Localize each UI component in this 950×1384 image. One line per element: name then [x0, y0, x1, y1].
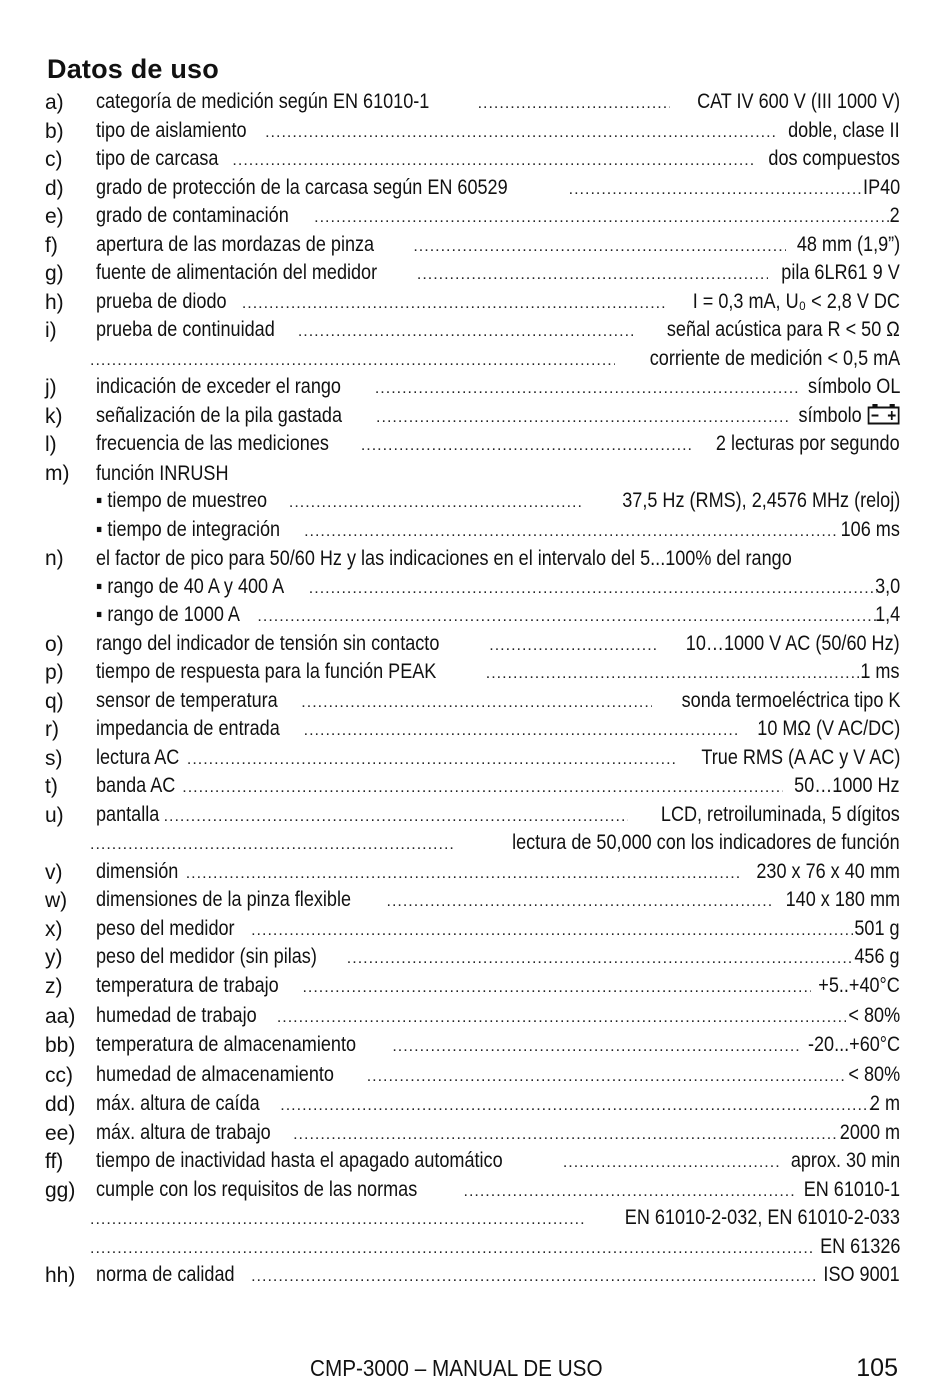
spec-body: [96, 1002, 900, 1033]
spec-body: [96, 1061, 900, 1092]
spec-value: IP40: [862, 175, 900, 199]
spec-body: [96, 402, 900, 433]
dot-leader: [263, 119, 776, 148]
spec-marker: ff): [45, 1150, 64, 1174]
spec-value-wrap: [799, 402, 900, 431]
spec-marker: ee): [45, 1121, 76, 1145]
dot-leader: [365, 1063, 846, 1092]
spec-marker: s): [45, 746, 63, 770]
dot-leader: [162, 803, 629, 832]
spec-marker: z): [45, 975, 63, 999]
spec-marker: x): [45, 917, 63, 941]
spec-value: 1,4: [874, 603, 900, 626]
dot-leader: [373, 375, 799, 404]
spec-row: [45, 203, 900, 232]
spec-row: [45, 146, 900, 175]
battery-icon: [867, 403, 900, 425]
spec-row: [45, 659, 900, 688]
spec-label: peso del medidor: [96, 916, 235, 940]
spec-label: humedad de trabajo: [96, 1003, 257, 1027]
spec-body: [96, 259, 900, 290]
spec-marker: f): [45, 233, 58, 257]
spec-value-wrap: [820, 1233, 900, 1262]
spec-body: [96, 573, 900, 604]
spec-row: [45, 488, 900, 517]
dot-leader: [385, 888, 773, 917]
spec-value: -20...+60°C: [807, 1033, 900, 1057]
spec-row: [45, 1205, 900, 1234]
dot-leader: [185, 746, 675, 775]
spec-value: I = 0,3 mA, U₀ < 2,8 V DC: [692, 289, 900, 313]
spec-row: [45, 403, 900, 432]
spec-row: [45, 631, 900, 660]
dot-leader: [249, 1263, 817, 1292]
spec-row: [45, 773, 900, 802]
spec-value: True RMS (A AC y V AC): [700, 745, 900, 769]
spec-value: 230 x 76 x 40 mm: [756, 859, 900, 883]
spec-marker: a): [45, 91, 64, 114]
spec-row: [45, 1262, 900, 1291]
spec-body: [96, 202, 900, 233]
section-heading: Datos de uso: [47, 54, 219, 84]
dot-leader: [411, 233, 785, 262]
spec-label: ▪ tiempo de integración: [96, 517, 281, 541]
spec-value-wrap: [789, 117, 900, 146]
spec-label: sensor de temperatura: [96, 688, 278, 712]
spec-value-wrap: [840, 1119, 900, 1148]
spec-marker: v): [45, 860, 63, 884]
spec-value: 48 mm (1,9”): [796, 232, 900, 256]
spec-marker: u): [45, 803, 64, 827]
spec-value-wrap: [863, 174, 900, 203]
spec-value: doble, clase II: [788, 118, 900, 142]
spec-value-wrap: [693, 288, 900, 317]
spec-marker: hh): [45, 1264, 76, 1288]
spec-row: [45, 716, 900, 745]
spec-value-wrap: [701, 744, 900, 773]
spec-value-wrap: [697, 88, 900, 117]
spec-value-wrap: [667, 316, 900, 345]
spec-value-wrap: [650, 345, 900, 374]
spec-label: grado de contaminación: [96, 204, 289, 227]
spec-body: [96, 601, 900, 632]
spec-label: tiempo de inactividad hasta el apagado automático: [96, 1149, 503, 1173]
spec-body: [96, 174, 900, 205]
spec-value: 456 g: [854, 945, 900, 968]
spec-row: [45, 688, 900, 717]
spec-marker: o): [45, 632, 64, 656]
spec-value-wrap: [625, 1204, 900, 1233]
spec-value: corriente de medición < 0,5 mA: [649, 346, 900, 370]
spec-marker: q): [45, 689, 64, 713]
spec-value: 2 lecturas por segundo: [716, 432, 900, 455]
spec-body: [96, 117, 900, 148]
spec-body: [96, 687, 900, 718]
spec-row: [45, 317, 900, 346]
spec-value-wrap: [768, 145, 900, 174]
spec-value-wrap: [855, 943, 900, 972]
dot-leader: [275, 1004, 846, 1033]
spec-value: 2: [889, 204, 900, 227]
spec-value: < 80%: [848, 1003, 900, 1027]
spec-body: [96, 943, 900, 974]
spec-label: ▪ rango de 40 A y 400 A: [96, 574, 285, 598]
spec-value-wrap: [848, 1002, 900, 1031]
spec-body: [96, 1031, 900, 1062]
dot-leader: [359, 432, 693, 461]
spec-value: 3,0: [874, 574, 900, 598]
spec-row: [45, 1091, 900, 1120]
spec-row: [45, 1177, 900, 1206]
spec-marker: e): [45, 205, 64, 228]
spec-value: lectura de 50,000 con los indicadores de función: [512, 831, 900, 854]
dot-leader: [415, 261, 768, 290]
spec-body: [96, 658, 900, 689]
spec-marker: dd): [45, 1093, 76, 1117]
spec-value: 1 ms: [860, 660, 900, 683]
dot-leader: [484, 660, 861, 689]
dot-leader: [307, 575, 877, 604]
spec-value: 10 MΩ (V AC/DC): [757, 717, 900, 740]
spec-body: [96, 145, 900, 176]
spec-body: [96, 1261, 900, 1292]
spec-value: +5..+40°C: [818, 974, 900, 998]
spec-row: [45, 887, 900, 916]
dot-leader: [291, 1121, 836, 1150]
spec-body: [96, 886, 900, 917]
spec-body: [96, 744, 900, 775]
spec-value: EN 61010-2-032, EN 61010-2-033: [624, 1206, 900, 1230]
spec-marker: b): [45, 119, 64, 143]
spec-label: prueba de diodo: [96, 289, 227, 313]
spec-row: [45, 346, 900, 375]
spec-label: dimensiones de la pinza flexible: [96, 888, 352, 911]
dot-leader: [88, 347, 615, 376]
dot-leader: [249, 917, 853, 946]
spec-label: indicación de exceder el rango: [96, 375, 341, 398]
spec-value: LCD, retroiluminada, 5 dígitos: [661, 802, 900, 826]
spec-marker: n): [45, 547, 64, 570]
spec-value-wrap: [797, 231, 900, 260]
spec-row: [45, 802, 900, 831]
page-number: 105: [856, 1354, 898, 1382]
spec-value-wrap: [848, 1061, 900, 1090]
spec-value-wrap: [756, 858, 900, 887]
spec-row: [45, 431, 900, 460]
spec-body: [96, 1090, 900, 1121]
spec-body: [96, 516, 900, 547]
spec-body: [96, 772, 900, 803]
spec-body: [96, 430, 900, 461]
spec-marker: g): [45, 262, 64, 285]
dot-leader: [302, 518, 837, 547]
spec-value-wrap: [824, 1261, 900, 1290]
spec-marker: bb): [45, 1034, 76, 1058]
spec-value-wrap: [841, 516, 900, 545]
dot-leader: [255, 603, 876, 632]
spec-row: [45, 830, 900, 859]
spec-body: [96, 345, 900, 376]
spec-value-wrap: [686, 630, 900, 659]
spec-row: [45, 232, 900, 261]
spec-row: [45, 517, 900, 546]
dot-leader: [487, 632, 657, 661]
spec-value-wrap: [795, 772, 900, 801]
dot-leader: [476, 90, 670, 119]
spec-value-wrap: [875, 601, 900, 630]
spec-body: [96, 1147, 900, 1178]
spec-value-wrap: [890, 202, 900, 231]
spec-value-wrap: [808, 373, 900, 402]
spec-body: [96, 1233, 900, 1264]
spec-value: ISO 9001: [823, 1263, 900, 1287]
footer-title: CMP-3000 – MANUAL DE USO: [310, 1355, 603, 1381]
spec-value: símbolo: [798, 403, 863, 427]
spec-value: CAT IV 600 V (III 1000 V): [696, 90, 900, 113]
spec-label: temperatura de almacenamiento: [96, 1033, 357, 1057]
spec-body: [96, 460, 900, 489]
spec-value-wrap: [782, 259, 900, 288]
dot-leader: [567, 176, 863, 205]
spec-label: lectura AC: [96, 745, 180, 769]
spec-value-wrap: [622, 487, 900, 516]
spec-marker: c): [45, 148, 63, 171]
spec-label: apertura de las mordazas de pinza: [96, 232, 375, 256]
spec-row: [45, 1120, 900, 1149]
spec-label: grado de protección de la carcasa según EN 60529: [96, 175, 508, 199]
spec-value-wrap: [757, 715, 900, 744]
spec-label: tiempo de respuesta para la función PEAK: [96, 660, 437, 683]
spec-value-wrap: [716, 430, 900, 459]
spec-value: 37,5 Hz (RMS), 2,4576 MHz (reloj): [621, 489, 900, 512]
dot-leader: [278, 1092, 871, 1121]
spec-marker: aa): [45, 1004, 76, 1028]
spec-row: [45, 602, 900, 631]
spec-label: función INRUSH: [96, 461, 229, 485]
spec-marker: h): [45, 290, 64, 314]
dot-leader: [462, 1178, 794, 1207]
spec-label: dimensión: [96, 859, 179, 883]
dot-leader: [240, 290, 665, 319]
spec-label: banda AC: [96, 774, 176, 797]
dot-leader: [390, 1033, 799, 1062]
spec-label: pantalla: [96, 802, 160, 826]
dot-leader: [287, 489, 583, 518]
spec-marker: gg): [45, 1178, 76, 1202]
spec-body: [96, 1119, 900, 1150]
spec-label: cumple con los requisitos de las normas: [96, 1177, 418, 1201]
spec-value-wrap: [808, 1031, 900, 1060]
spec-value: símbolo OL: [807, 375, 900, 398]
dot-leader: [374, 404, 788, 433]
spec-body: [96, 715, 900, 746]
spec-row: [45, 1032, 900, 1062]
dot-leader: [302, 717, 740, 746]
spec-label: ▪ rango de 1000 A: [96, 603, 240, 626]
spec-value: pila 6LR61 9 V: [781, 261, 900, 284]
spec-label: rango del indicador de tensión sin contacto: [96, 631, 440, 655]
spec-row: [45, 260, 900, 289]
spec-label: el factor de pico para 50/60 Hz y las indicaciones en el intervalo del 5...100% del rango: [96, 547, 792, 570]
spec-label: norma de calidad: [96, 1263, 235, 1287]
spec-label: ▪ tiempo de muestreo: [96, 489, 268, 512]
spec-marker: cc): [45, 1064, 73, 1088]
dot-leader: [230, 147, 753, 176]
dot-leader: [561, 1149, 779, 1178]
spec-value: 140 x 180 mm: [785, 888, 900, 911]
spec-value: dos compuestos: [768, 147, 900, 170]
spec-row: [45, 1234, 900, 1263]
dot-leader: [88, 831, 455, 860]
spec-row: [45, 118, 900, 147]
spec-value: señal acústica para R < 50 Ω: [667, 318, 900, 341]
spec-row: [45, 745, 900, 774]
dot-leader: [184, 860, 739, 889]
spec-body: [96, 972, 900, 1003]
spec-value-wrap: [512, 829, 900, 858]
spec-row: [45, 973, 900, 1003]
spec-value: 2 m: [869, 1092, 900, 1116]
spec-value: EN 61326: [819, 1234, 900, 1258]
spec-row: [45, 1062, 900, 1092]
spec-value-wrap: [681, 687, 900, 716]
spec-value-wrap: [855, 915, 900, 944]
spec-marker: w): [45, 889, 68, 912]
spec-label: prueba de continuidad: [96, 318, 275, 341]
spec-value: aprox. 30 min: [790, 1149, 900, 1173]
spec-body: [96, 88, 900, 119]
spec-value-wrap: [861, 658, 900, 687]
dot-leader: [345, 945, 854, 974]
spec-body: [96, 316, 900, 347]
dot-leader: [300, 974, 811, 1003]
spec-body: [96, 231, 900, 262]
spec-row: [45, 916, 900, 945]
spec-value-wrap: [661, 801, 900, 830]
spec-row: [45, 89, 900, 118]
spec-marker: d): [45, 176, 64, 200]
spec-marker: i): [45, 319, 57, 342]
spec-marker: r): [45, 718, 59, 741]
spec-label: humedad de almacenamiento: [96, 1063, 334, 1087]
spec-value-wrap: [818, 972, 900, 1001]
spec-label: máx. altura de caída: [96, 1092, 260, 1116]
spec-label: máx. altura de trabajo: [96, 1120, 271, 1144]
dot-leader: [296, 318, 635, 347]
spec-value-wrap: [875, 573, 900, 602]
spec-marker: l): [45, 433, 57, 456]
spec-row: [45, 1002, 900, 1032]
spec-marker: m): [45, 461, 70, 485]
spec-row: [45, 460, 900, 489]
spec-marker: y): [45, 946, 63, 969]
spec-value: 10…1000 V AC (50/60 Hz): [686, 631, 900, 655]
spec-row: [45, 859, 900, 888]
spec-label: categoría de medición según EN 61010-1: [96, 90, 430, 113]
spec-row: [45, 944, 900, 973]
spec-value: EN 61010-1: [803, 1177, 900, 1201]
spec-body: [96, 1204, 900, 1235]
spec-marker: p): [45, 661, 64, 684]
spec-label: peso del medidor (sin pilas): [96, 945, 317, 968]
spec-label: fuente de alimentación del medidor: [96, 261, 378, 284]
spec-label: tipo de aislamiento: [96, 118, 247, 142]
spec-value: sonda termoeléctrica tipo K: [681, 688, 900, 712]
spec-marker: t): [45, 775, 58, 798]
spec-row: [45, 175, 900, 204]
spec-row: [45, 545, 900, 574]
spec-label: temperatura de trabajo: [96, 974, 279, 998]
spec-value: 106 ms: [840, 517, 900, 541]
spec-body: [96, 829, 900, 860]
spec-body: [96, 487, 900, 518]
spec-row: [45, 574, 900, 603]
spec-value-wrap: [791, 1147, 900, 1176]
spec-body: [96, 545, 900, 574]
spec-value: 50…1000 Hz: [794, 774, 900, 797]
spec-marker: j): [45, 376, 57, 399]
spec-value: 501 g: [854, 916, 900, 940]
spec-body: [96, 1176, 900, 1207]
dot-leader: [312, 204, 894, 233]
spec-value: 2000 m: [839, 1120, 900, 1144]
dot-leader: [88, 1235, 813, 1264]
spec-body: [96, 288, 900, 319]
spec-row: [45, 289, 900, 318]
dot-leader: [299, 689, 651, 718]
spec-marker: k): [45, 404, 63, 428]
dot-leader: [180, 774, 783, 803]
spec-value-wrap: [786, 886, 900, 915]
spec-row: [45, 374, 900, 403]
spec-label: frecuencia de las mediciones: [96, 432, 329, 455]
spec-value-wrap: [870, 1090, 900, 1119]
spec-body: [96, 801, 900, 832]
spec-body: [96, 373, 900, 404]
spec-label: señalización de la pila gastada: [96, 403, 343, 427]
spec-value: < 80%: [848, 1063, 900, 1087]
spec-list: [45, 89, 900, 1291]
spec-label: tipo de carcasa: [96, 147, 219, 170]
spec-body: [96, 915, 900, 946]
spec-body: [96, 858, 900, 889]
dot-leader: [88, 1206, 586, 1235]
spec-label: impedancia de entrada: [96, 717, 280, 740]
spec-row: [45, 1148, 900, 1177]
spec-body: [96, 630, 900, 661]
spec-value-wrap: [804, 1176, 900, 1205]
